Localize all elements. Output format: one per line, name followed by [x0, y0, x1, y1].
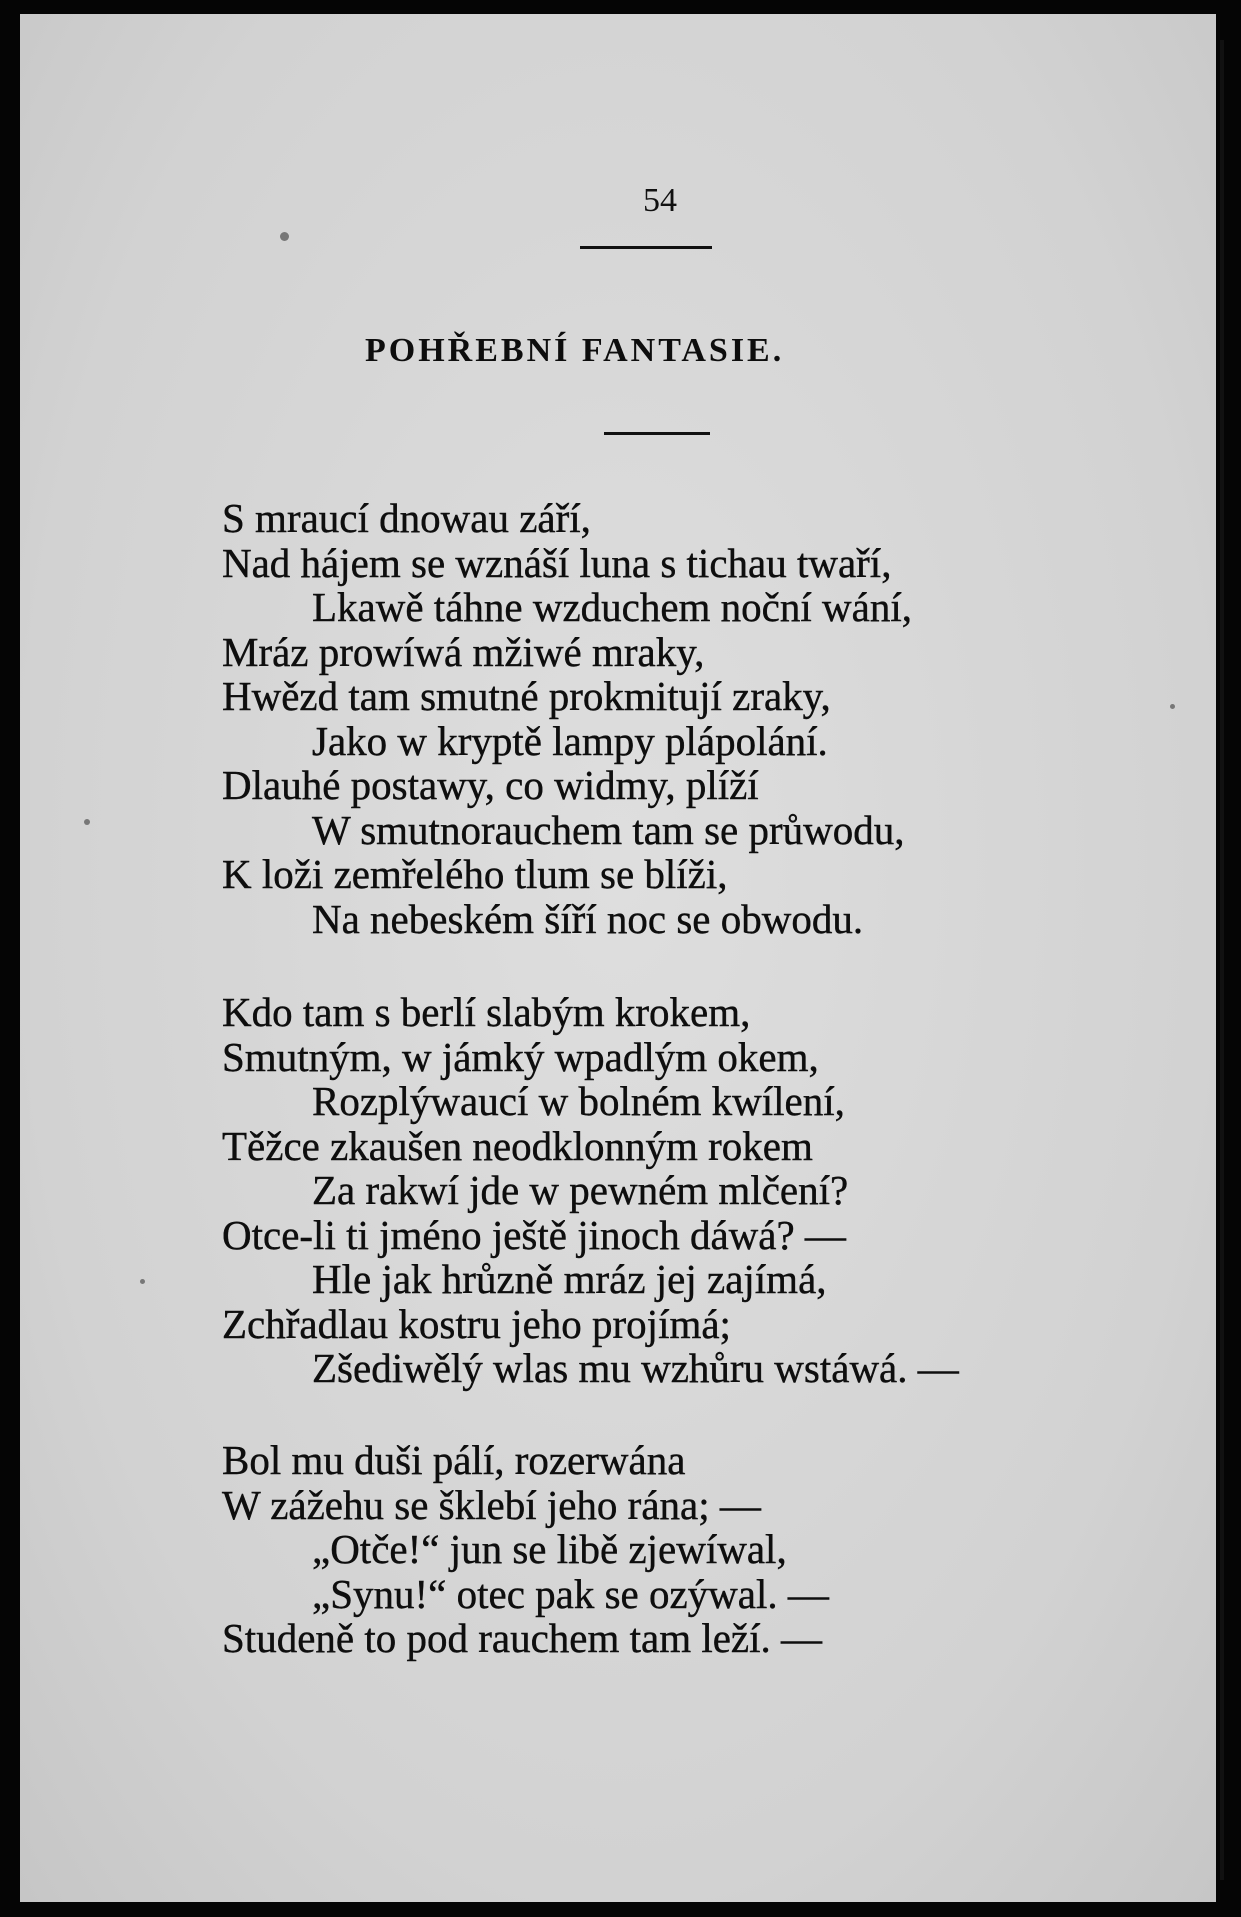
book-page	[20, 14, 1216, 1902]
poem-line: Smutným, w jámký wpadlým okem,	[222, 1033, 819, 1080]
scan-speck	[280, 232, 289, 241]
poem-line: W smutnorauchem tam se průwodu,	[312, 806, 905, 853]
poem-line: Za rakwí jde w pewném mlčení?	[312, 1167, 849, 1213]
scan-speck	[1170, 704, 1175, 709]
scan-speck	[84, 819, 90, 825]
poem-line: Těžce zkaušen neodklonným rokem	[222, 1122, 813, 1169]
scan-speck	[140, 1279, 145, 1284]
poem-line: Otce-li ti jméno ještě jinoch dáwá? —	[222, 1211, 846, 1258]
poem-line: K loži zemřelého tlum se blíži,	[222, 851, 728, 897]
poem-line: „Otče!“ jun se libě zjewíwal,	[312, 1526, 787, 1572]
poem-line: Studeně to pod rauchem tam leží. —	[222, 1615, 823, 1661]
page-edge	[1220, 40, 1224, 1880]
poem-line: Bol mu duši pálí, rozerwána	[222, 1437, 686, 1483]
poem-line: Kdo tam s berlí slabým krokem,	[222, 989, 751, 1035]
poem-line: Zšediwělý wlas mu wzhůru wstáwá. —	[312, 1345, 959, 1391]
poem-line: Rozplýwaucí w bolném kwílení,	[312, 1078, 845, 1124]
page-number-rule	[580, 246, 712, 249]
poem-line: Mráz prowíwá mžiwé mraky,	[222, 628, 705, 675]
stanza-2	[222, 990, 1102, 1391]
poem-line: „Synu!“ otec pak se ozýwal. —	[312, 1570, 829, 1617]
stanza-1	[222, 496, 1102, 941]
title-rule	[604, 432, 710, 435]
poem-line: Hwězd tam smutné prokmitují zraky,	[222, 673, 831, 719]
poem-title: POHŘEBNÍ FANTASIE.	[365, 332, 785, 369]
poem-line: Hle jak hrůzně mráz jej zajímá,	[312, 1256, 827, 1302]
poem-line: S mraucí dnowau září,	[222, 495, 591, 541]
stanza-3	[222, 1438, 1102, 1661]
poem-line: Jako w kryptě lampy plápolání.	[312, 717, 828, 764]
poem-line: Zchřadlau kostru jeho projímá;	[222, 1300, 731, 1347]
poem-line: Dlauhé postawy, co widmy, plíží	[222, 762, 759, 808]
page-number: 54	[643, 182, 677, 219]
poem-line: Nad hájem se wznáší luna s tichau twaří,	[222, 539, 892, 586]
poem-line: W zážehu se šklebí jeho rána; —	[222, 1481, 761, 1528]
poem-line: Na nebeském šíří noc se obwodu.	[312, 895, 864, 942]
poem-line: Lkawě táhne wzduchem noční wání,	[312, 584, 912, 630]
